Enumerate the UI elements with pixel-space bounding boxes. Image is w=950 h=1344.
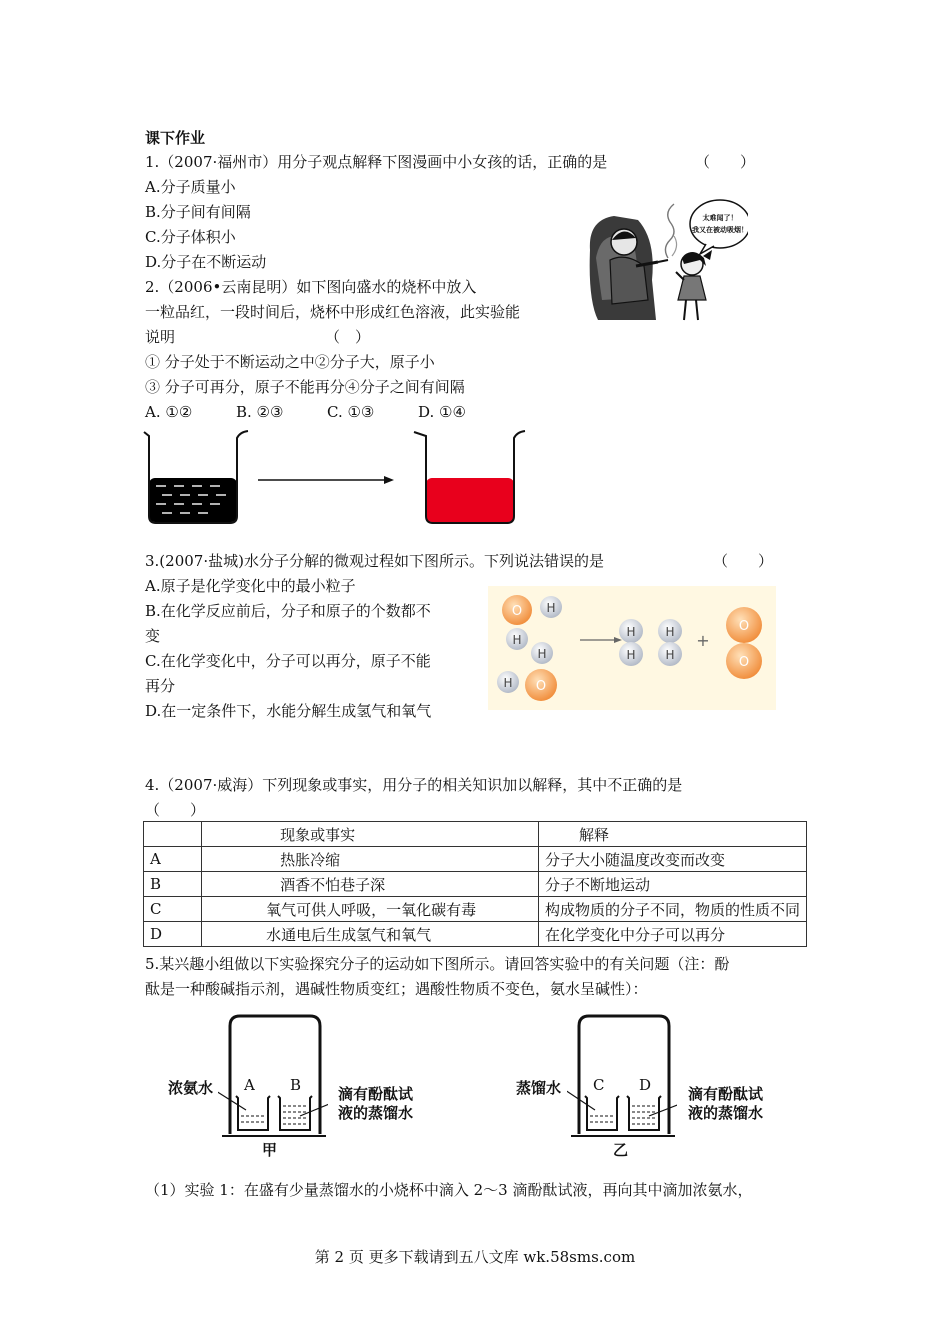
- q3-option-line-5: 再分: [145, 677, 176, 695]
- q5-stem-line-1: 5.某兴趣小组做以下实验探究分子的运动如下图所示。请回答实验中的有关问题（注：酚: [145, 955, 730, 973]
- q3-option-line-2: B.在化学反应前后，分子和原子的个数都不: [145, 602, 431, 620]
- table-header-row: [144, 822, 807, 847]
- q1-option-d: D.分子在不断运动: [145, 253, 267, 271]
- jia-right-label-1: 滴有酚酞试: [338, 1085, 414, 1103]
- q5-part-1: （1）实验 1：在盛有少量蒸馏水的小烧杯中滴入 2～3 滴酚酞试液，再向其中滴加浓氨水，: [145, 1181, 753, 1199]
- table-cell: 水通电后生成氢气和氧气: [202, 922, 539, 947]
- q2-option-c: C. ①③: [327, 403, 375, 421]
- table-row: [144, 922, 807, 947]
- table-cell: B: [144, 872, 202, 897]
- table-header-cell: [144, 822, 202, 847]
- bell-jar-jia: [218, 1012, 328, 1140]
- q1-stem: 1.（2007·福州市）用分子观点解释下图漫画中小女孩的话，正确的是: [145, 153, 608, 171]
- svg-text:H: H: [665, 625, 675, 639]
- water-decomposition-diagram: [488, 586, 776, 710]
- svg-text:H: H: [537, 647, 547, 661]
- yi-caption: 乙: [613, 1141, 629, 1159]
- q3-stem: 3.(2007·盐城)水分子分解的微观过程如下图所示。下列说法错误的是: [145, 552, 604, 570]
- q4-answer-blank: （ ）: [145, 801, 206, 819]
- yi-right-label-1: 滴有酚酞试: [688, 1085, 764, 1103]
- svg-text:H: H: [503, 676, 513, 690]
- q3-option-line-3: 变: [145, 627, 161, 645]
- svg-text:O: O: [738, 655, 750, 670]
- yi-beaker-c-label: C: [593, 1076, 605, 1094]
- table-cell: 在化学变化中分子可以再分: [538, 922, 806, 947]
- table-cell: C: [144, 897, 202, 922]
- table-cell: 氧气可供人呼吸，一氧化碳有毒: [202, 897, 539, 922]
- q3-option-line-6: D.在一定条件下，水能分解生成氢气和氧气: [145, 702, 432, 720]
- q1-option-a: A.分子质量小: [145, 178, 236, 196]
- yi-beaker-d-label: D: [639, 1076, 652, 1094]
- q2-statement-1: ① 分子处于不断运动之中②分子大，原子小: [145, 353, 435, 371]
- page-footer: 第 2 页 更多下载请到五八文库 wk.58sms.com: [314, 1248, 636, 1266]
- svg-text:O: O: [738, 619, 750, 634]
- svg-text:O: O: [511, 604, 523, 619]
- jia-left-label: 浓氨水: [168, 1079, 214, 1097]
- bell-jar-yi: [567, 1012, 677, 1140]
- liquid-after: [426, 478, 514, 522]
- cartoon-bubble-line-1: 太难闻了！: [702, 214, 738, 222]
- q3-option-line-4: C.在化学变化中，分子可以再分，原子不能: [145, 652, 431, 670]
- liquid-before: [149, 478, 237, 522]
- svg-text:H: H: [665, 648, 675, 662]
- yi-left-label: 蒸馏水: [516, 1079, 562, 1097]
- table-cell: 热胀冷缩: [202, 847, 539, 872]
- table-row: [144, 847, 807, 872]
- q1-option-c: C.分子体积小: [145, 228, 236, 246]
- svg-text:H: H: [512, 633, 522, 647]
- table-row: [144, 872, 807, 897]
- jia-caption: 甲: [262, 1141, 278, 1159]
- q2-stem-line-2: 一粒品红，一段时间后，烧杯中形成红色溶液，此实验能: [145, 303, 521, 321]
- jia-beaker-a-label: A: [244, 1076, 255, 1094]
- svg-text:H: H: [546, 601, 556, 615]
- q2-statement-2: ③ 分子可再分，原子不能再分④分子之间有间隔: [145, 378, 465, 396]
- table-cell: D: [144, 922, 202, 947]
- table-cell: 分子大小随温度改变而改变: [538, 847, 806, 872]
- facts-table: [143, 821, 807, 947]
- q2-option-b: B. ②③: [236, 403, 284, 421]
- table-cell: 构成物质的分子不同，物质的性质不同: [538, 897, 806, 922]
- q4-stem: 4.（2007·威海）下列现象或事实，用分子的相关知识加以解释，其中不正确的是: [145, 776, 683, 794]
- q2-stem-line-1: 2.（2006•云南昆明）如下图向盛水的烧杯中放入: [145, 278, 477, 296]
- q1-option-b: B.分子间有间隔: [145, 203, 251, 221]
- table-header-cell: 现象或事实: [202, 822, 539, 847]
- table-cell: A: [144, 847, 202, 872]
- table-cell: 酒香不怕巷子深: [202, 872, 539, 897]
- q1-answer-blank: （ ）: [695, 153, 756, 171]
- svg-text:+: +: [696, 631, 710, 650]
- yi-right-label-2: 液的蒸馏水: [688, 1104, 764, 1122]
- q5-stem-line-2: 酞是一种酸碱指示剂，遇碱性物质变红；遇酸性物质不变色，氨水呈碱性）：: [145, 980, 648, 998]
- smoking-cartoon-illustration: [586, 180, 748, 340]
- table-row: [144, 897, 807, 922]
- q2-option-a: A. ①②: [145, 403, 193, 421]
- jia-right-label-2: 液的蒸馏水: [338, 1104, 414, 1122]
- section-title: 课下作业: [145, 129, 206, 147]
- beaker-diagram: [140, 428, 530, 530]
- q2-option-d: D. ①④: [418, 403, 466, 421]
- table-header-cell: 解释: [538, 822, 806, 847]
- q3-option-line-1: A.原子是化学变化中的最小粒子: [145, 577, 356, 595]
- q2-stem-line-3: 说明: [145, 328, 176, 346]
- svg-text:H: H: [626, 648, 636, 662]
- svg-text:O: O: [535, 679, 547, 694]
- cartoon-bubble-line-2: 我又在被动吸烟！: [692, 226, 748, 234]
- table-cell: 分子不断地运动: [538, 872, 806, 897]
- svg-text:H: H: [626, 625, 636, 639]
- q3-answer-blank: （ ）: [713, 552, 774, 570]
- jia-beaker-b-label: B: [290, 1076, 302, 1094]
- q2-answer-blank: （ ）: [325, 328, 371, 346]
